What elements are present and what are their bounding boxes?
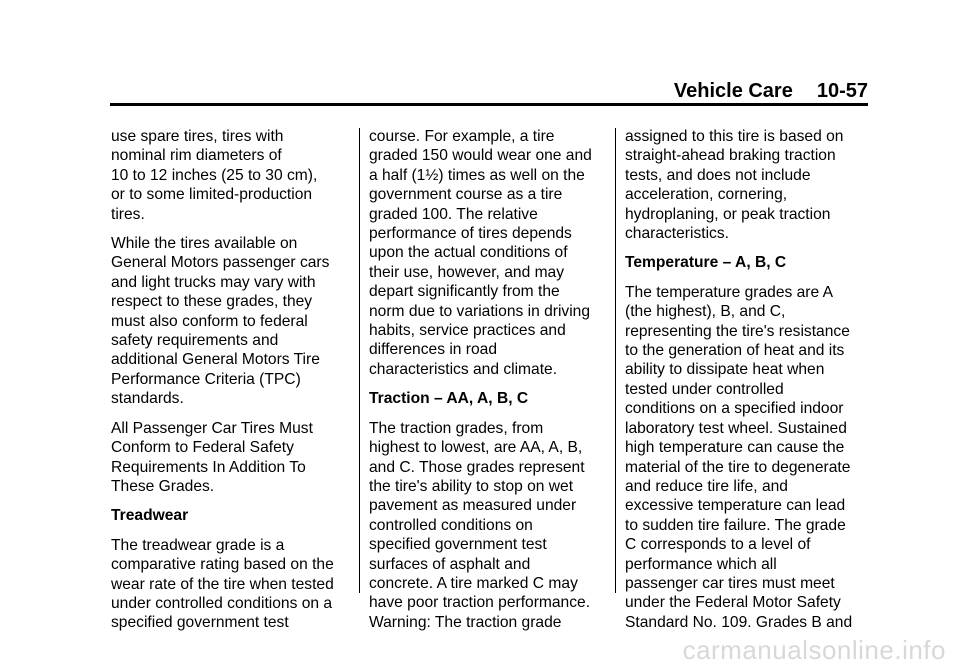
text-line: Treadwear (111, 507, 189, 525)
text-line: graded 150 would wear one and (369, 147, 592, 165)
text-line: graded 100. The relative (369, 205, 538, 223)
paragraph (111, 419, 353, 497)
text-line: additional General Motors Tire (111, 351, 320, 369)
watermark: carmanualsonline.info (682, 635, 946, 665)
text-line: and light trucks may vary with (111, 273, 316, 291)
text-line: Traction – AA, A, B, C (369, 390, 529, 408)
column-divider-2 (615, 128, 616, 593)
text-line: Performance Criteria (TPC) (111, 370, 301, 388)
text-line: to the generation of heat and its (625, 342, 845, 360)
text-line: acceleration, cornering, (625, 186, 788, 204)
text-line: characteristics. (625, 225, 729, 243)
text-line: have poor traction performance. (369, 594, 591, 612)
text-line: under controlled conditions on a (111, 594, 333, 612)
text-line: respect to these grades, they (111, 293, 313, 311)
text-line: high temperature can cause the (625, 439, 845, 457)
text-line: course. For example, a tire (369, 128, 555, 145)
text-line: The temperature grades are A (625, 283, 834, 301)
text-line: or to some limited-production (111, 186, 313, 204)
text-line: All Passenger Car Tires Must (111, 419, 313, 437)
text-line: pavement as measured under (369, 497, 577, 515)
text-line: differences in road (369, 341, 498, 359)
text-line: their use, however, and may (369, 263, 565, 281)
text-line: to sudden tire failure. The grade (625, 516, 846, 534)
text-line: Warning: The traction grade (369, 613, 562, 631)
text-line: assigned to this tire is based on (625, 128, 844, 145)
text-line: Standard No. 109. Grades B and (625, 613, 853, 631)
text-line: tested under controlled (625, 380, 784, 398)
paragraph (111, 536, 353, 633)
text-line: ability to dissipate heat when (625, 361, 825, 379)
text-line: highest to lowest, are AA, A, B, (369, 439, 583, 457)
text-column-3 (625, 127, 870, 642)
paragraph (625, 127, 870, 243)
text-line: habits, service practices and (369, 322, 566, 340)
text-line: nominal rim diameters of (111, 147, 282, 165)
text-line: representing the tire's resistance (625, 322, 850, 340)
text-line: conditions on a specified indoor (625, 400, 844, 418)
text-line: straight-ahead braking traction (625, 147, 836, 165)
text-line: passenger car tires must meet (625, 574, 835, 592)
text-line: These Grades. (111, 477, 215, 495)
text-line: surfaces of asphalt and (369, 555, 531, 573)
text-line: norm due to variations in driving (369, 302, 591, 320)
text-line: standards. (111, 390, 184, 408)
text-line: government course as a tire (369, 186, 563, 204)
section-heading (625, 253, 870, 272)
paragraph (369, 419, 607, 632)
section-heading (111, 506, 353, 525)
paragraph (111, 127, 353, 224)
text-line: specified government test (111, 614, 289, 632)
text-line: the tire's ability to stop on wet (369, 477, 574, 495)
paragraph (369, 127, 607, 379)
text-line: hydroplaning, or peak traction (625, 205, 831, 223)
text-line: controlled conditions on (369, 516, 533, 534)
text-line: (the highest), B, and C, (625, 303, 786, 321)
text-line: must also conform to federal (111, 312, 308, 330)
text-line: Temperature – A, B, C (625, 254, 787, 272)
page-number: 10-57 (816, 80, 868, 102)
text-line: concrete. A tire marked C may (369, 574, 578, 592)
text-line: excessive temperature can lead (625, 497, 846, 515)
text-line: characteristics and climate. (369, 360, 558, 378)
text-line: tires. (111, 205, 145, 223)
paragraph (111, 234, 353, 409)
text-line: laboratory test wheel. Sustained (625, 419, 847, 437)
section-title: Vehicle Care (673, 80, 793, 102)
text-column-2 (369, 127, 607, 642)
text-line: and reduce tire life, and (625, 477, 788, 495)
text-column-1 (111, 127, 353, 643)
text-line: upon the actual conditions of (369, 244, 568, 262)
paragraph (625, 283, 870, 632)
section-heading (369, 389, 607, 408)
text-line: use spare tires, tires with (111, 128, 284, 145)
text-line: a half (1½) times as well on the (369, 166, 585, 184)
text-line: tests, and does not include (625, 166, 811, 184)
column-divider-1 (359, 128, 360, 593)
text-line: performance of tires depends (369, 225, 572, 243)
text-line: specified government test (369, 536, 547, 554)
text-line: and C. Those grades represent (369, 458, 585, 476)
text-line: Requirements In Addition To (111, 458, 306, 476)
text-line: Conform to Federal Safety (111, 439, 294, 457)
text-line: depart significantly from the (369, 283, 560, 301)
text-line: under the Federal Motor Safety (625, 594, 841, 612)
text-line: General Motors passenger cars (111, 254, 330, 272)
text-line: C corresponds to a level of (625, 536, 811, 554)
header-rule (110, 103, 868, 106)
text-line: While the tires available on (111, 235, 298, 253)
text-line: performance which all (625, 555, 777, 573)
page-header (110, 80, 868, 103)
text-line: safety requirements and (111, 332, 279, 350)
text-line: The traction grades, from (369, 419, 544, 437)
text-line: 10 to 12 inches (25 to 30 cm), (111, 166, 318, 184)
text-line: wear rate of the tire when tested (111, 575, 334, 593)
text-line: The treadwear grade is a (111, 536, 285, 554)
text-line: material of the tire to degenerate (625, 458, 851, 476)
text-line: comparative rating based on the (111, 556, 334, 574)
